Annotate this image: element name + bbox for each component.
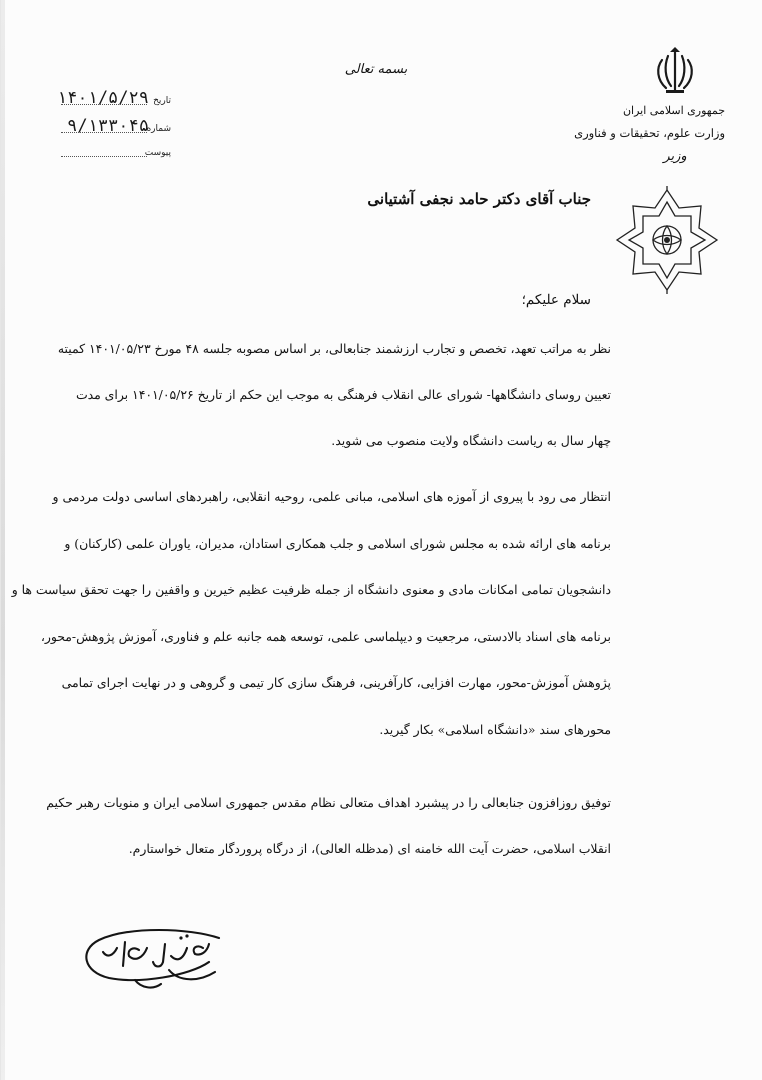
body-line: انتظار می رود با پیروی از آموزه های اسلامی، مبانی علمی، روحیه انقلابی، راهبردهای اساسی دولت مردمی و xyxy=(52,489,611,504)
paragraph-expectations xyxy=(11,474,611,753)
salutation: سلام علیکم؛ xyxy=(521,292,591,308)
body-line: نظر به مراتب تعهد، تخصص و تجارب ارزشمند جنابعالی، بر اساس مصوبه جلسه ۴۸ مورخ ۱۴۰۱/۰۵/۲۳ کمیته xyxy=(57,341,611,356)
meta-number-label: شماره xyxy=(146,124,171,134)
meta-date xyxy=(41,88,171,108)
body-line: انقلاب اسلامی، حضرت آیت الله خامنه ای (مدظله العالی)، از درگاه پروردگار متعال خواستارم. xyxy=(128,841,611,856)
basmala: بسمه تعالی xyxy=(344,62,408,77)
iran-emblem-icon xyxy=(648,44,702,98)
minister-title: وزیر xyxy=(663,149,687,164)
meta-number-dots xyxy=(61,132,147,133)
country-name: جمهوری اسلامی ایران xyxy=(622,104,725,117)
body-line: برنامه های ارائه شده به مجلس شورای اسلامی و جلب همکاری استادان، مدیران، یاوران علمی (کارکنان) و xyxy=(64,535,611,551)
meta-date-label: تاریخ xyxy=(153,96,171,106)
body-line: برنامه های اسناد بالادستی، مرجعیت و دیپلماسی علمی، توسعه همه جانبه علم و فناوری، آموزش پژوهش-محور، xyxy=(40,628,611,644)
body-line: محورهای سند «دانشگاه اسلامی» بکار گیرید. xyxy=(379,721,611,737)
body-line: دانشجویان تمامی امکانات مادی و معنوی دانشگاه از جمله ظرفیت عظیم خیرین و واقفین را جهت تحقق سیاست ها و xyxy=(11,582,611,597)
paragraph-closing xyxy=(46,780,611,872)
meta-number xyxy=(41,116,171,136)
ornament-icon xyxy=(613,186,721,294)
body-line: چهار سال به ریاست دانشگاه ولایت منصوب می شوید. xyxy=(331,433,611,448)
letter-meta xyxy=(41,88,171,160)
ministry-name: وزارت علوم، تحقیقات و فناوری xyxy=(574,126,725,140)
ministry-header xyxy=(574,44,725,166)
meta-attachment xyxy=(41,140,171,160)
paragraph-appointment xyxy=(57,326,611,464)
scan-edge xyxy=(1,0,5,1080)
body-line: تعیین روسای دانشگاهها- شورای عالی انقلاب فرهنگی به موجب این حکم از تاریخ ۱۴۰۱/۰۵/۲۶ برای مدت xyxy=(75,387,611,402)
meta-date-dots xyxy=(61,104,147,105)
body-line: توفیق روزافزون جنابعالی را در پیشبرد اهداف متعالی نظام مقدس جمهوری اسلامی ایران و منویات رهبر حکیم xyxy=(46,795,611,810)
meta-attachment-dots xyxy=(61,156,147,157)
addressee: جناب آقای دکتر حامد نجفی آشتیانی xyxy=(367,190,591,208)
signature xyxy=(69,918,239,998)
meta-number-value: ۹/۱۳۳۰۴۵ xyxy=(67,116,149,136)
meta-date-value: ۱۴۰۱/۵/۲۹ xyxy=(56,88,149,108)
meta-attachment-label: پیوست xyxy=(144,148,171,158)
body-line: پژوهش آموزش-محور، مهارت افزایی، کارآفرینی، فرهنگ سازی کار تیمی و گروهی و در نهایت اجرای تمامی xyxy=(61,675,611,690)
